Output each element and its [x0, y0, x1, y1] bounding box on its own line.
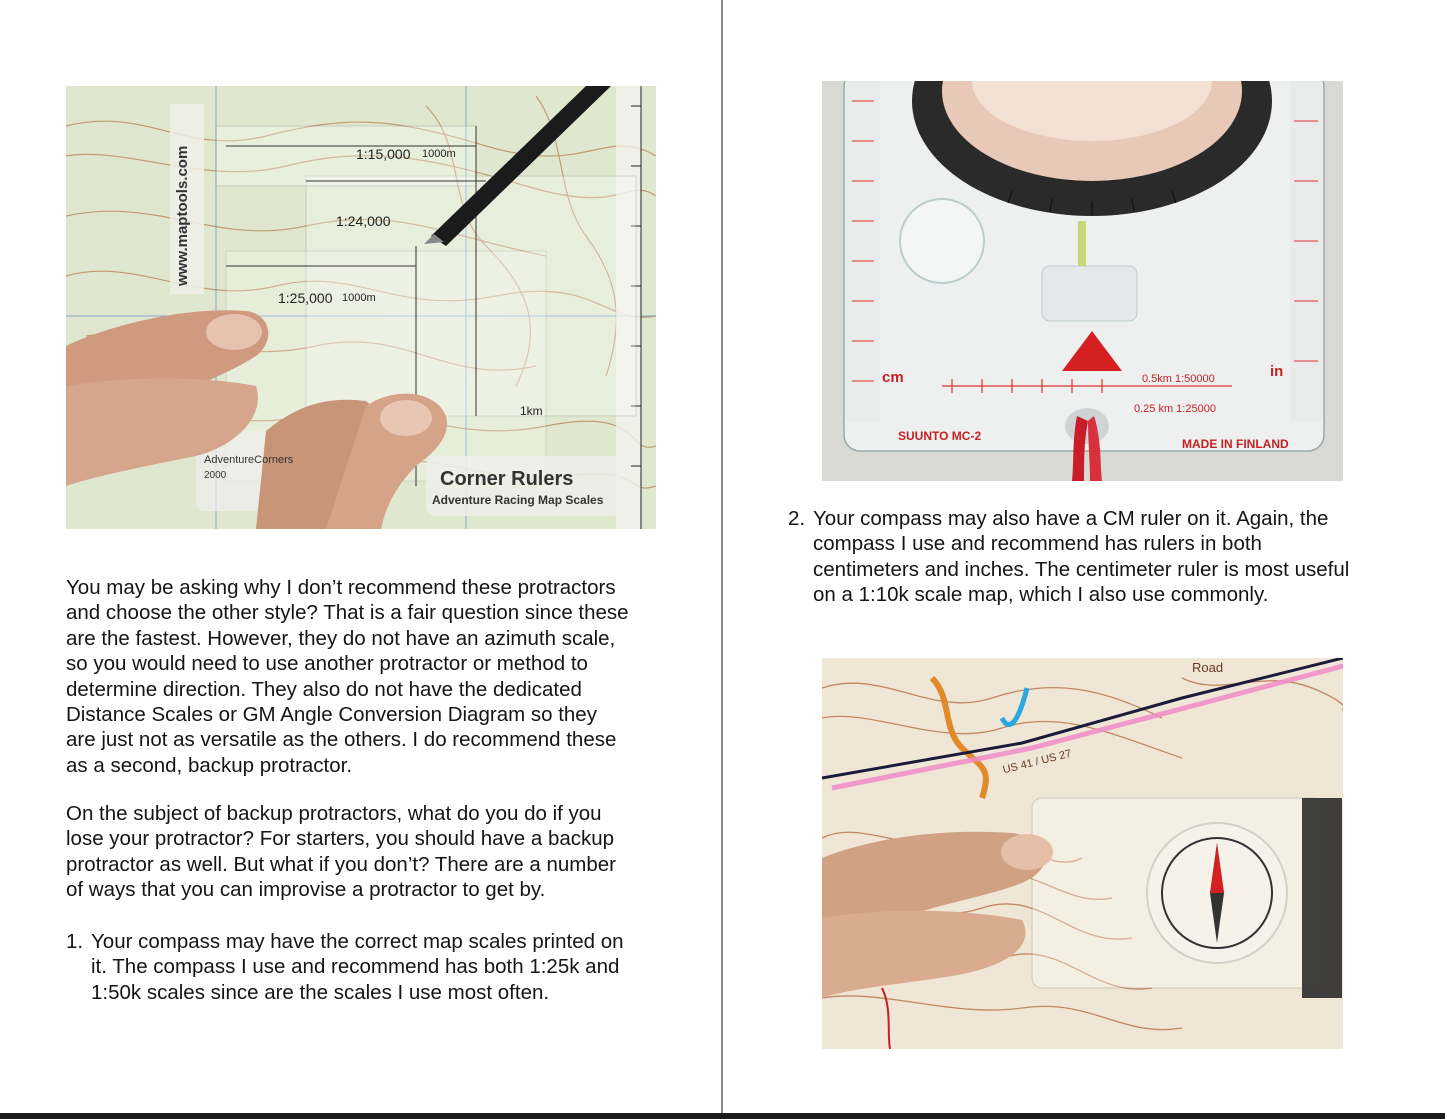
brand-label: AdventureCorners: [204, 454, 294, 466]
compass-origin-label: MADE IN FINLAND: [1182, 437, 1289, 451]
scale-15k-label: 1:15,000: [356, 146, 411, 162]
paragraph-backup-protractors: On the subject of backup protractors, what do you do if you lose your protractor? For starters, you should have a backup protractor as well. But what if you don’t? There are a number of ways that you can improvise a protractor to get by.: [66, 802, 616, 902]
compass-brand-label: SUUNTO MC-2: [898, 429, 982, 443]
list-text: Your compass may have the correct map scales printed on it. The compass I use and recommend has both 1:25k and 1:50k scales since are the scales I use most often.: [91, 930, 624, 1004]
compass-baseplate-image: [822, 81, 1343, 481]
list-number: 1.: [66, 930, 84, 953]
compass-scale-25k: 0.25 km 1:25000: [1134, 403, 1216, 415]
compass-baseplate-photo: [822, 81, 1343, 481]
scale-25k-meters: 1000m: [342, 292, 376, 304]
corner-rulers-title: Corner Rulers: [440, 468, 574, 490]
scale-25k-label: 1:25,000: [278, 290, 333, 306]
list-text: Your compass may also have a CM ruler on it. Again, the compass I use and recommend has rulers in both centimeters and inches. The centimeter ruler is most useful on a 1:10k scale map, which I also use commonly.: [813, 507, 1350, 607]
bottom-edge-bar: [0, 1113, 1445, 1119]
corner-rulers-photo: [66, 86, 656, 529]
map-route-label: US 41 / US 27: [1001, 747, 1073, 777]
corner-rulers-subtitle: Adventure Racing Map Scales: [432, 493, 604, 507]
map-road-label: Road: [1192, 660, 1224, 675]
maptools-website-label: www.maptools.com: [174, 145, 191, 286]
scale-24k-label: 1:24,000: [336, 213, 391, 229]
list-item-map-scales: [66, 929, 686, 1009]
list-item-cm-ruler: [788, 506, 1438, 610]
left-page: [0, 0, 721, 1113]
year-label: 2000: [204, 470, 227, 481]
paragraph-protractor-choice: You may be asking why I don’t recommend these protractors and choose the other style? That is a fair question since these are the fastest. However, they do not have an azimuth scale, so you would need to use another protractor or method to determine direction. They also do not have the dedicated Distance Scales or GM Angle Conversion Diagram so they are just not as versatile as the others. I do recommend these as a second, backup protractor.: [66, 576, 629, 777]
compass-on-map-photo: [822, 658, 1343, 1049]
compass-on-map-image: [822, 658, 1343, 1049]
scale-15k-meters: 1000m: [422, 148, 456, 160]
km-label: 1km: [520, 404, 543, 418]
right-page: [723, 0, 1445, 1113]
compass-in-label: in: [1270, 363, 1284, 380]
list-number: 2.: [788, 507, 806, 530]
compass-scale-50k: 0.5km 1:50000: [1142, 373, 1215, 385]
compass-cm-label: cm: [882, 369, 904, 386]
